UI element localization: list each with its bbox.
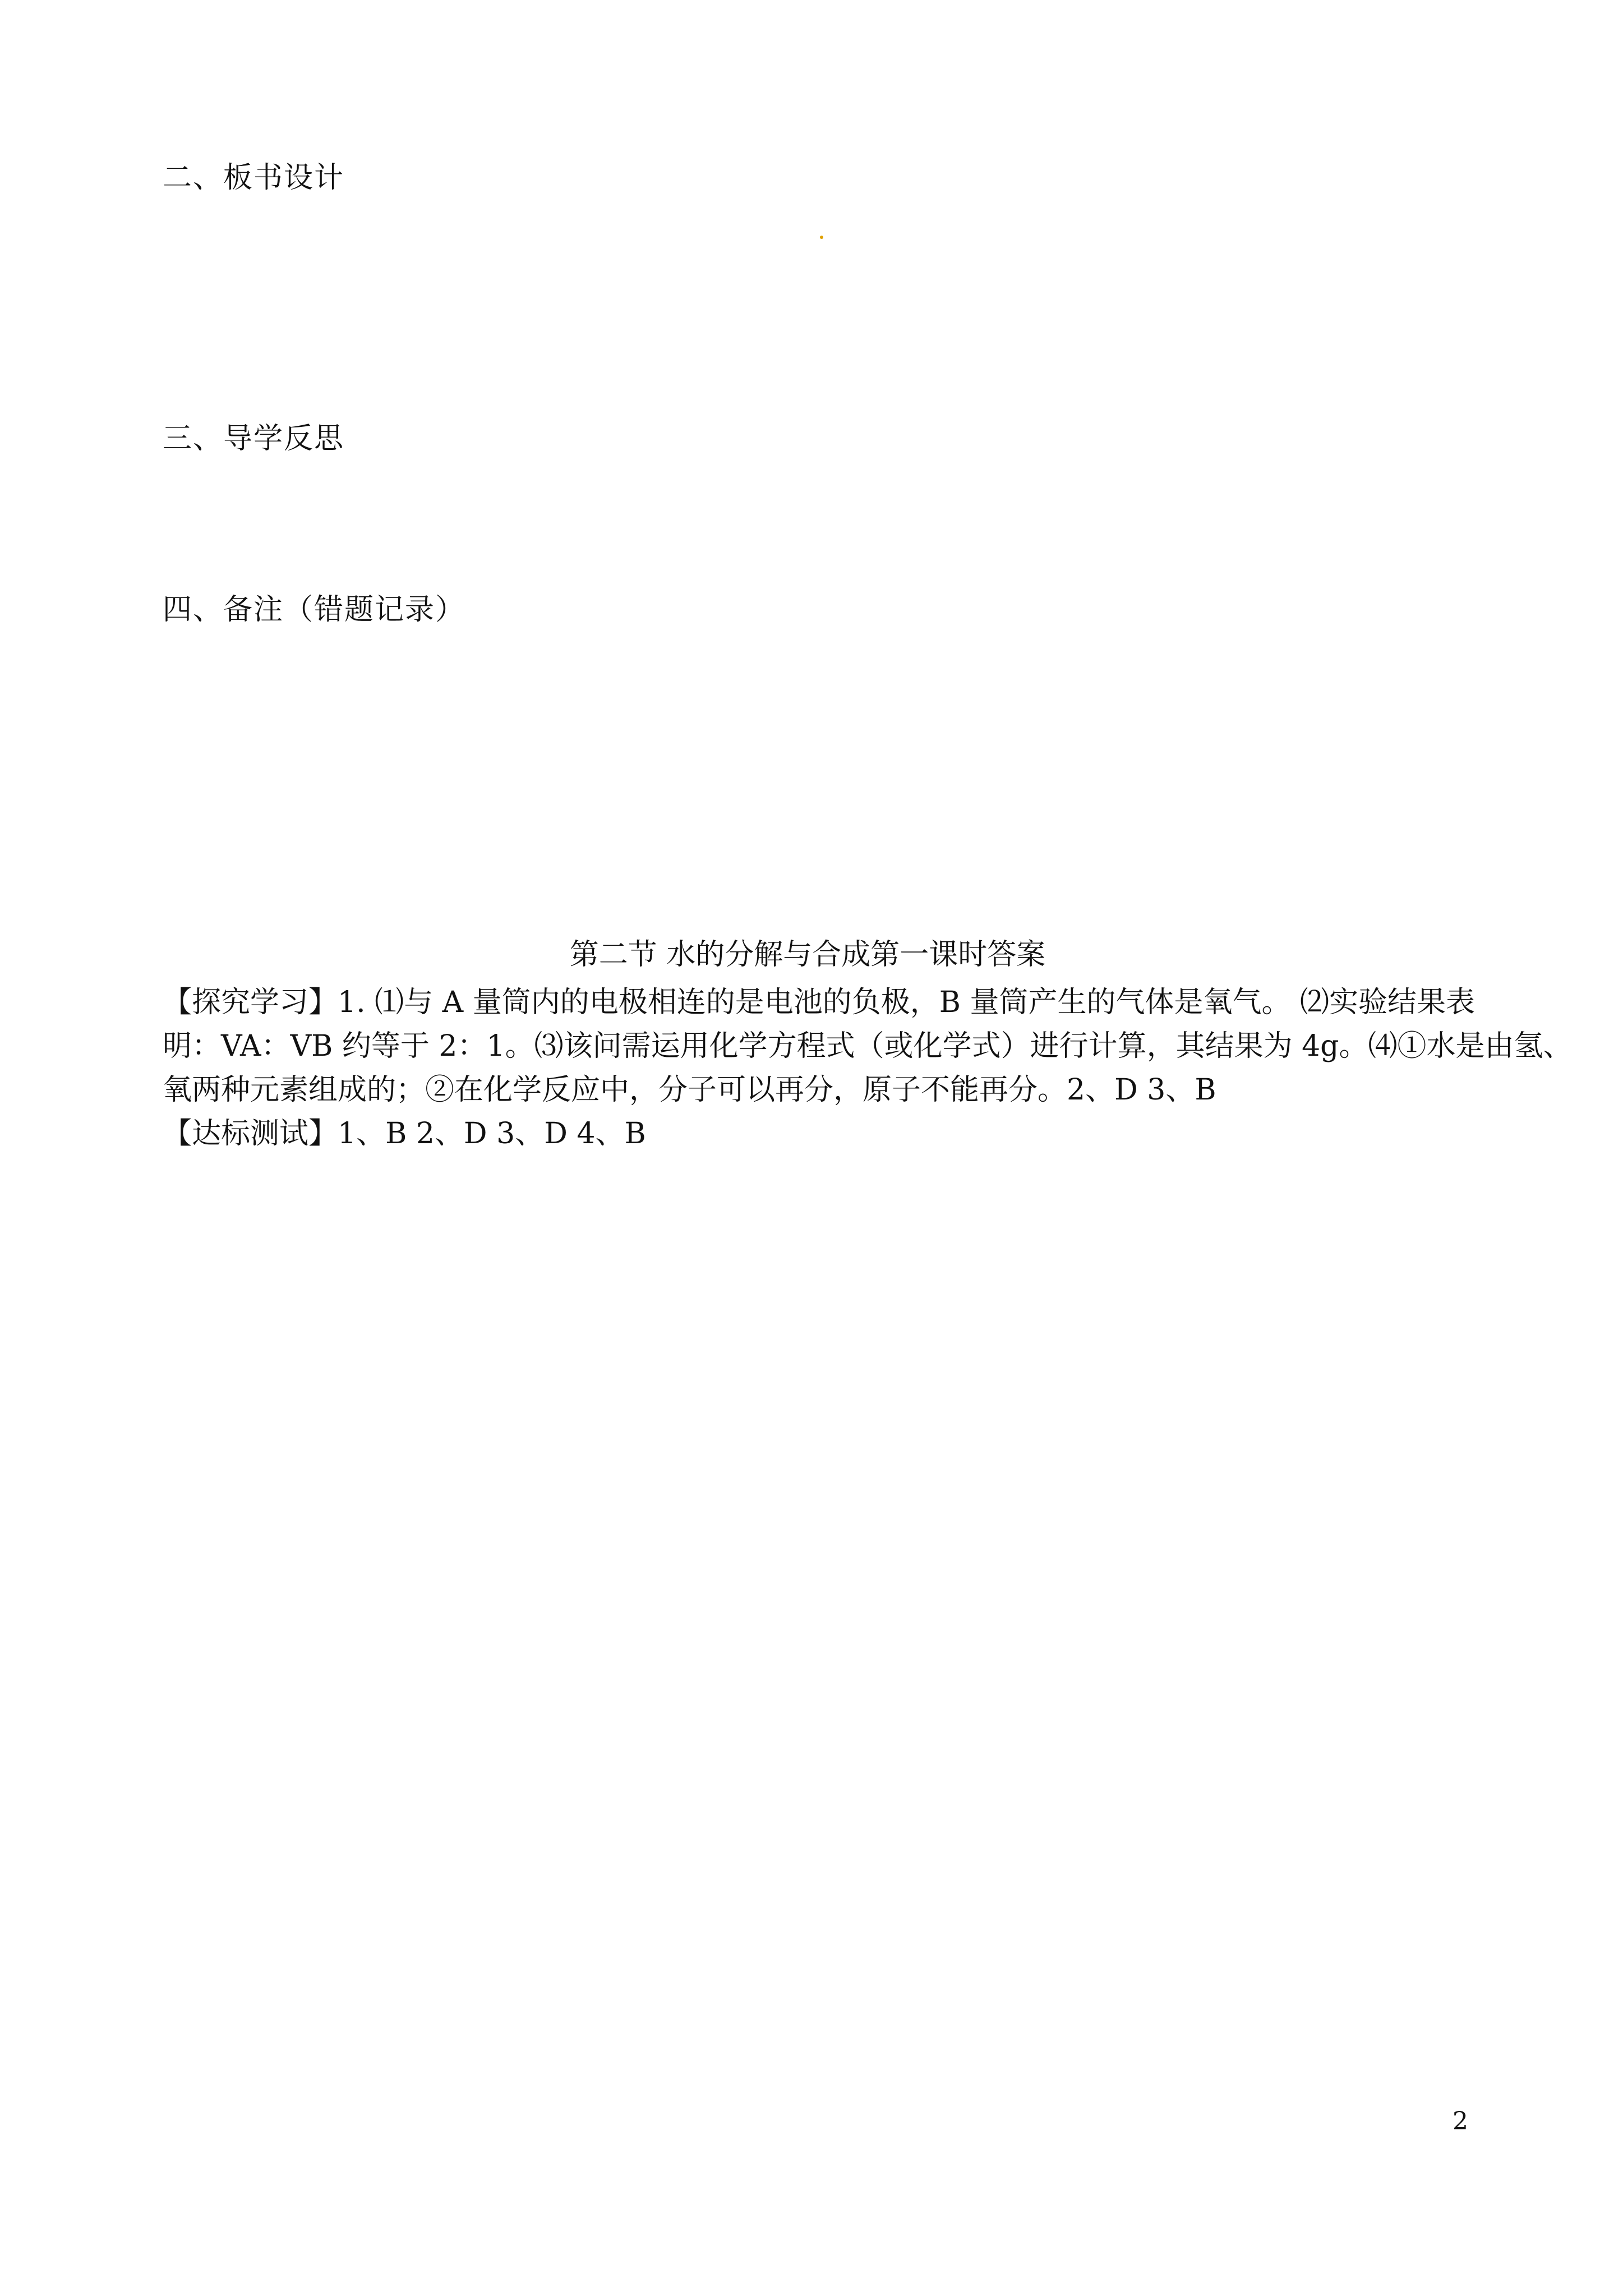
page-number: 2 <box>1453 2107 1468 2136</box>
section-heading-notes: 四、备注（错题记录） <box>163 593 466 627</box>
stray-mark <box>820 236 823 239</box>
explore-line-3: 氧两种元素组成的；②在化学反应中，分子可以再分，原子不能再分。2、D 3、B <box>163 1073 1216 1107</box>
explore-line-1: 【探究学习】1. ⑴与 A 量筒内的电极相连的是电池的负极，B 量筒产生的气体是氧气。 ⑵实验结果表 <box>163 986 1476 1019</box>
answer-title: 第二节 水的分解与合成第一课时答案 <box>569 938 1046 972</box>
section-heading-reflection: 三、导学反思 <box>163 422 345 455</box>
explore-line-2: 明：VA：VB 约等于 2：1。⑶该问需运用化学方程式（或化学式）进行计算，其结果为 4g。⑷①水是由氢、 <box>163 1029 1573 1063</box>
answer-block <box>163 981 1573 1156</box>
section-heading-board-design: 二、板书设计 <box>163 161 345 195</box>
test-line: 【达标测试】1、B 2、D 3、D 4、B <box>163 1117 646 1151</box>
